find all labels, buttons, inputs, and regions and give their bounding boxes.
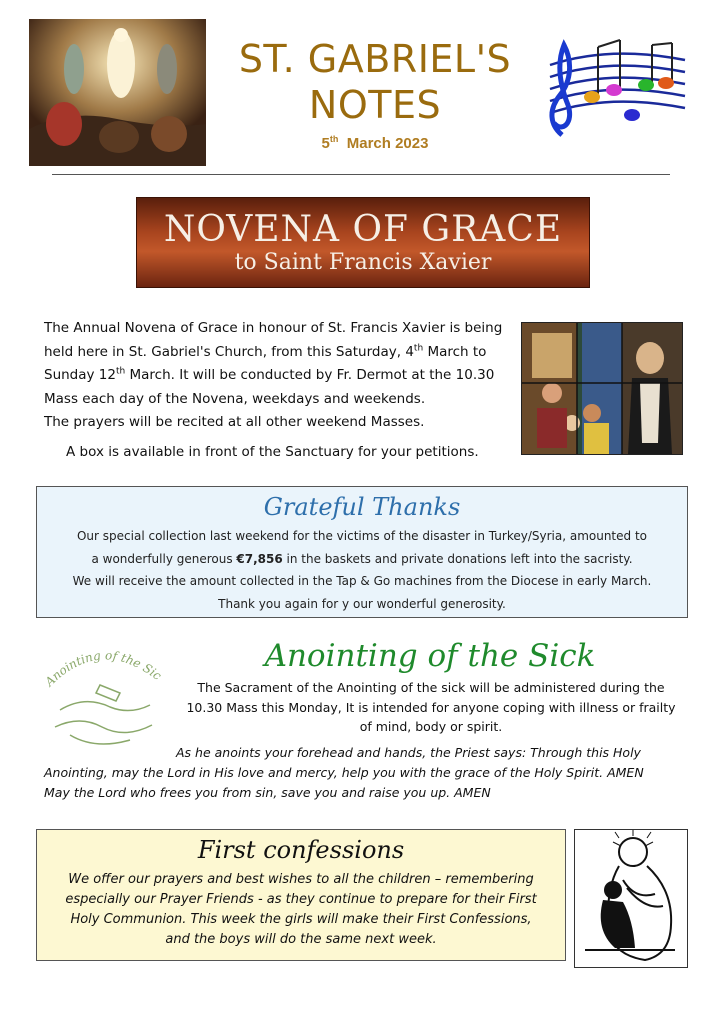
confessions-line-1: We offer our prayers and best wishes to all the children – remembering [68,872,534,887]
transfiguration-painting [29,19,206,166]
stained-glass-image [521,322,683,455]
anointing-line-1: The Sacrament of the Anointing of the sick will be administered during the [197,680,665,695]
novena-line-4: Mass each day of the Novena, weekdays and weekends. [44,390,426,407]
date-rest: March 2023 [346,135,429,152]
anointing-text [176,678,686,737]
anointing-prayer [44,743,684,803]
confessions-line-2: especially our Prayer Friends - as they continue to prepare for their First [65,892,537,907]
thanks-line-2: a wonderfully generous €7,856 in the baskets and private donations left into the sacristy. [91,551,633,566]
novena-line-2: held here in St. Gabriel's Church, from this Saturday, 4th March to [44,343,487,360]
grateful-thanks-box [36,486,688,618]
novena-line-3: Sunday 12th March. It will be conducted by Fr. Dermot at the 10.30 [44,366,495,383]
header-divider [52,174,670,175]
novena-text [44,317,516,435]
banner-subtitle: to Saint Francis Xavier [234,250,492,275]
novena-line-1: The Annual Novena of Grace in honour of St. Francis Xavier is being [44,320,503,336]
anointing-heading: Anointing of the Sick [264,638,596,674]
thanks-line-4: Thank you again for y our wonderful generosity. [218,596,506,611]
confessions-heading: First confessions [197,836,405,864]
page-title [210,36,540,128]
prayer-line-2: Anointing, may the Lord in His love and mercy, help you with the grace of the Holy Spirit. AMEN [44,765,644,780]
issue-date [210,134,540,152]
svg-text:Anointing of the Sick [40,635,164,690]
petition-box-note: A box is available in front of the Sanctuary for your petitions. [66,444,479,460]
thanks-line-3: We will receive the amount collected in the Tap & Go machines from the Diocese in early March. [72,574,652,588]
novena-line-5: The prayers will be recited at all other weekend Masses. [44,414,425,430]
confessions-line-3: Holy Communion. This week the girls will make their First Confessions, [70,912,532,927]
title-line-2: NOTES [308,83,442,127]
thanks-line-1: Our special collection last weekend for the victims of the disaster in Turkey/Syria, amounted to [76,529,648,543]
anointing-line-2: 10.30 Mass this Monday, It is intended for anyone coping with illness or frailty [186,699,676,715]
date-day: 5 [321,135,330,152]
music-notes-icon [540,25,690,145]
collection-amount: €7,856 [236,551,283,566]
anointing-line-3: of mind, body or spirit. [359,719,503,734]
first-confessions-box [36,829,566,961]
prayer-line-3: May the Lord who frees you from sin, save you and raise you up. AMEN [44,785,491,800]
anointing-logo-text: Anointing of the Sic [42,648,164,689]
prayer-line-1: As he anoints your forehead and hands, the Priest says: Through this Holy [176,745,641,760]
novena-banner [136,197,590,288]
thanks-heading: Grateful Thanks [263,493,461,521]
confessions-line-4: and the boys will do the same next week. [165,932,437,947]
title-line-1: ST. GABRIEL'S [238,37,512,81]
banner-title: NOVENA OF GRACE [163,209,563,250]
anointing-logo [40,635,164,753]
confession-illustration [574,829,688,968]
date-suffix: th [329,134,339,144]
